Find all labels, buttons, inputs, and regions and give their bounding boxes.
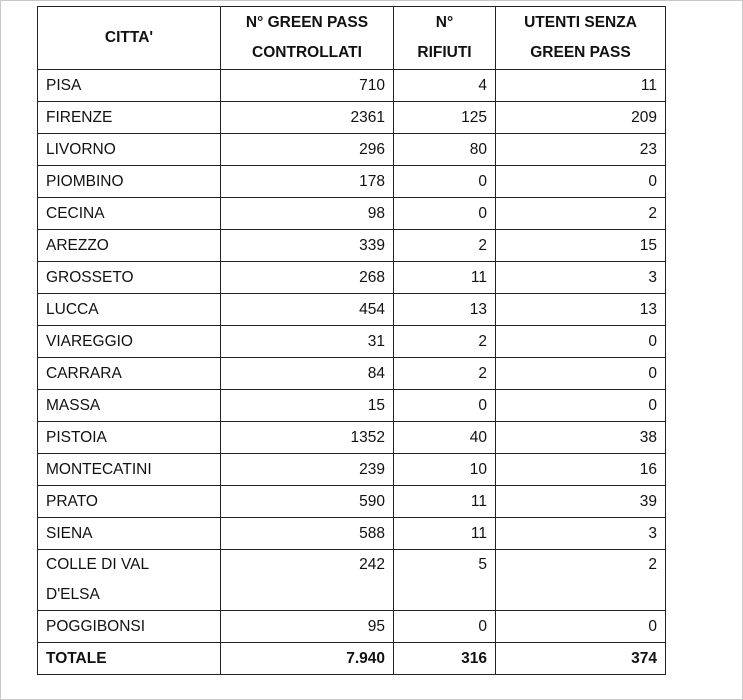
table-row [38, 422, 666, 454]
without-cell: 3 [496, 518, 666, 550]
checked-cell: 268 [221, 262, 394, 294]
refused-cell: 4 [394, 70, 496, 102]
city-cell: FIRENZE [38, 102, 221, 134]
checked-cell: 178 [221, 166, 394, 198]
refused-cell: 0 [394, 390, 496, 422]
city-cell: MASSA [38, 390, 221, 422]
refused-cell: 10 [394, 454, 496, 486]
table-row [38, 262, 666, 294]
refused-cell: 2 [394, 326, 496, 358]
checked-cell: 31 [221, 326, 394, 358]
city-cell: LUCCA [38, 294, 221, 326]
checked-cell: 2361 [221, 102, 394, 134]
without-cell: 13 [496, 294, 666, 326]
refused-cell: 2 [394, 358, 496, 390]
header-refused [394, 7, 496, 70]
table-row [38, 102, 666, 134]
refused-cell: 0 [394, 198, 496, 230]
table-row [38, 198, 666, 230]
checked-cell: 95 [221, 611, 394, 643]
checked-cell: 454 [221, 294, 394, 326]
total-refused: 316 [394, 643, 496, 675]
without-cell: 0 [496, 358, 666, 390]
green-pass-table [37, 6, 666, 675]
city-cell-line1: COLLE DI VAL [46, 556, 150, 573]
checked-cell: 1352 [221, 422, 394, 454]
header-city: CITTA' [38, 7, 221, 70]
total-row [38, 643, 666, 675]
without-cell: 39 [496, 486, 666, 518]
city-cell [38, 550, 221, 611]
city-cell: VIAREGGIO [38, 326, 221, 358]
city-cell: PIOMBINO [38, 166, 221, 198]
header-without [496, 7, 666, 70]
header-checked-line1: N° GREEN PASS [245, 14, 369, 31]
checked-cell: 15 [221, 390, 394, 422]
city-cell: LIVORNO [38, 134, 221, 166]
without-cell: 16 [496, 454, 666, 486]
refused-cell: 0 [394, 166, 496, 198]
total-checked: 7.940 [221, 643, 394, 675]
city-cell-line2: D'ELSA [46, 586, 100, 603]
checked-cell: 98 [221, 198, 394, 230]
checked-cell: 242 [221, 550, 394, 611]
refused-cell: 11 [394, 262, 496, 294]
without-cell: 0 [496, 326, 666, 358]
header-row [38, 7, 666, 70]
checked-cell: 239 [221, 454, 394, 486]
table-row [38, 134, 666, 166]
city-cell: CECINA [38, 198, 221, 230]
checked-cell: 710 [221, 70, 394, 102]
table-row [38, 518, 666, 550]
header-checked [221, 7, 394, 70]
table-row [38, 486, 666, 518]
table-row [38, 358, 666, 390]
city-cell: CARRARA [38, 358, 221, 390]
without-cell: 209 [496, 102, 666, 134]
city-cell: MONTECATINI [38, 454, 221, 486]
refused-cell: 0 [394, 611, 496, 643]
without-cell: 23 [496, 134, 666, 166]
city-cell: PISA [38, 70, 221, 102]
city-cell: POGGIBONSI [38, 611, 221, 643]
without-cell: 0 [496, 166, 666, 198]
table-row [38, 550, 666, 611]
city-cell: PRATO [38, 486, 221, 518]
without-cell: 2 [496, 198, 666, 230]
total-without: 374 [496, 643, 666, 675]
checked-cell: 84 [221, 358, 394, 390]
header-without-line2: GREEN PASS [530, 44, 631, 61]
table-row [38, 166, 666, 198]
without-cell: 11 [496, 70, 666, 102]
header-without-line1: UTENTI SENZA [524, 14, 637, 31]
without-cell: 15 [496, 230, 666, 262]
table-row [38, 294, 666, 326]
checked-cell: 588 [221, 518, 394, 550]
refused-cell: 11 [394, 518, 496, 550]
table-row [38, 611, 666, 643]
header-checked-line2: CONTROLLATI [252, 44, 362, 61]
refused-cell: 125 [394, 102, 496, 134]
refused-cell: 80 [394, 134, 496, 166]
without-cell: 2 [496, 550, 666, 611]
city-cell: GROSSETO [38, 262, 221, 294]
city-cell: AREZZO [38, 230, 221, 262]
table-row [38, 230, 666, 262]
without-cell: 38 [496, 422, 666, 454]
refused-cell: 5 [394, 550, 496, 611]
table-row [38, 70, 666, 102]
without-cell: 0 [496, 611, 666, 643]
table-row [38, 390, 666, 422]
without-cell: 0 [496, 390, 666, 422]
city-cell: PISTOIA [38, 422, 221, 454]
header-refused-line2: RIFIUTI [417, 44, 472, 61]
table-row [38, 454, 666, 486]
refused-cell: 40 [394, 422, 496, 454]
checked-cell: 296 [221, 134, 394, 166]
total-label: TOTALE [38, 643, 221, 675]
checked-cell: 590 [221, 486, 394, 518]
refused-cell: 11 [394, 486, 496, 518]
refused-cell: 2 [394, 230, 496, 262]
checked-cell: 339 [221, 230, 394, 262]
table-row [38, 326, 666, 358]
city-cell: SIENA [38, 518, 221, 550]
refused-cell: 13 [394, 294, 496, 326]
without-cell: 3 [496, 262, 666, 294]
header-refused-line1: N° [435, 14, 454, 31]
